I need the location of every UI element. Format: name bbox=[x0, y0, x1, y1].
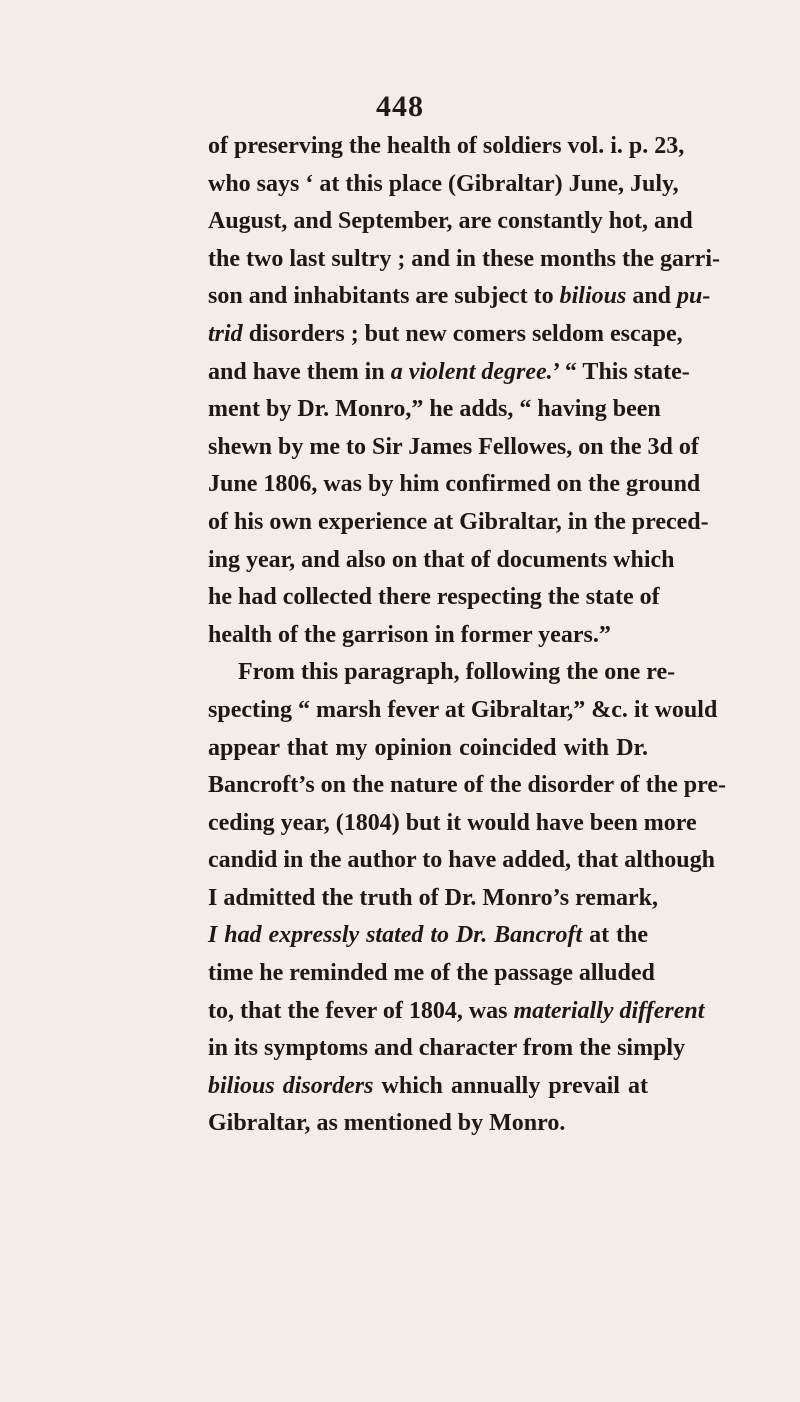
text-segment: ing year, and also on that of documents which bbox=[208, 546, 675, 573]
text-segment: appear that my opinion coincided with Dr. bbox=[208, 734, 648, 761]
text-line bbox=[208, 316, 683, 354]
text-segment: candid in the author to have added, that although bbox=[208, 847, 715, 874]
italic-text: materially different bbox=[513, 997, 705, 1024]
text-segment: he had collected there respecting the state of bbox=[208, 584, 660, 611]
text-segment: From this paragraph, following the one re- bbox=[238, 659, 676, 686]
text-segment: the two last sultry ; and in these months the garri- bbox=[208, 245, 720, 272]
text-segment: and have them in bbox=[208, 358, 391, 385]
text-line bbox=[208, 767, 726, 805]
text-segment: Bancroft’s on the nature of the disorder of the pre- bbox=[208, 772, 726, 799]
text-line bbox=[208, 391, 661, 429]
body-text bbox=[208, 128, 726, 1143]
text-line bbox=[208, 166, 679, 204]
text-line bbox=[208, 1068, 648, 1106]
text-segment: to, that the fever of 1804, was bbox=[208, 997, 514, 1024]
italic-text: a violent degree. bbox=[390, 358, 553, 385]
text-segment: ’ “ This state- bbox=[552, 358, 690, 385]
text-line bbox=[208, 1105, 648, 1143]
text-line bbox=[208, 466, 701, 504]
text-segment: ceding year, (1804) but it would have been more bbox=[208, 809, 697, 836]
text-segment: Gibraltar, as mentioned by Monro. bbox=[208, 1110, 566, 1137]
text-segment: shewn by me to Sir James Fellowes, on the 3d of bbox=[208, 433, 699, 460]
text-segment: health of the garrison in former years.” bbox=[208, 621, 611, 648]
text-line bbox=[208, 730, 648, 768]
text-line bbox=[208, 842, 715, 880]
text-segment: specting “ marsh fever at Gibraltar,” &c. it would bbox=[208, 696, 718, 723]
text-line bbox=[208, 429, 699, 467]
italic-text: pu- bbox=[677, 283, 711, 310]
text-line bbox=[208, 504, 709, 542]
text-segment: of preserving the health of soldiers vol. i. p. 23, bbox=[208, 133, 685, 159]
text-segment: August, and September, are constantly hot, and bbox=[208, 208, 693, 235]
text-segment: disorders ; but new comers seldom escape, bbox=[242, 320, 683, 347]
text-line bbox=[208, 993, 705, 1031]
text-line bbox=[208, 354, 690, 392]
text-line bbox=[208, 805, 697, 843]
text-segment: time he reminded me of the passage alluded bbox=[208, 960, 655, 987]
italic-text: bilious disorders bbox=[208, 1072, 374, 1099]
text-line bbox=[208, 542, 675, 580]
text-segment: who says ‘ at this place (Gibraltar) June, July, bbox=[208, 170, 679, 197]
text-line bbox=[208, 241, 720, 279]
italic-text: trid bbox=[208, 320, 243, 347]
text-segment: and bbox=[626, 283, 678, 310]
text-segment: ment by Dr. Monro,” he adds, “ having been bbox=[208, 396, 661, 423]
text-line bbox=[208, 579, 660, 617]
text-segment: at the bbox=[582, 922, 649, 949]
text-line bbox=[208, 917, 648, 955]
text-segment: son and inhabitants are subject to bbox=[208, 283, 560, 310]
text-line bbox=[208, 654, 676, 692]
text-segment: I admitted the truth of Dr. Monro’s remark, bbox=[208, 884, 658, 911]
italic-text: I had expressly stated to Dr. Bancroft bbox=[208, 922, 583, 949]
text-line bbox=[208, 617, 648, 655]
text-segment: June 1806, was by him confirmed on the ground bbox=[208, 471, 701, 498]
text-line bbox=[208, 128, 685, 166]
text-line bbox=[208, 955, 655, 993]
italic-text: bilious bbox=[559, 283, 627, 310]
text-line bbox=[208, 692, 718, 730]
text-segment: of his own experience at Gibraltar, in the preced- bbox=[208, 508, 709, 535]
text-segment: which annually prevail at bbox=[373, 1072, 649, 1099]
text-line bbox=[208, 880, 658, 918]
text-line bbox=[208, 203, 693, 241]
page-number: 448 bbox=[376, 90, 424, 123]
text-segment: in its symptoms and character from the simply bbox=[208, 1035, 686, 1062]
text-line bbox=[208, 278, 711, 316]
text-line bbox=[208, 1030, 686, 1068]
